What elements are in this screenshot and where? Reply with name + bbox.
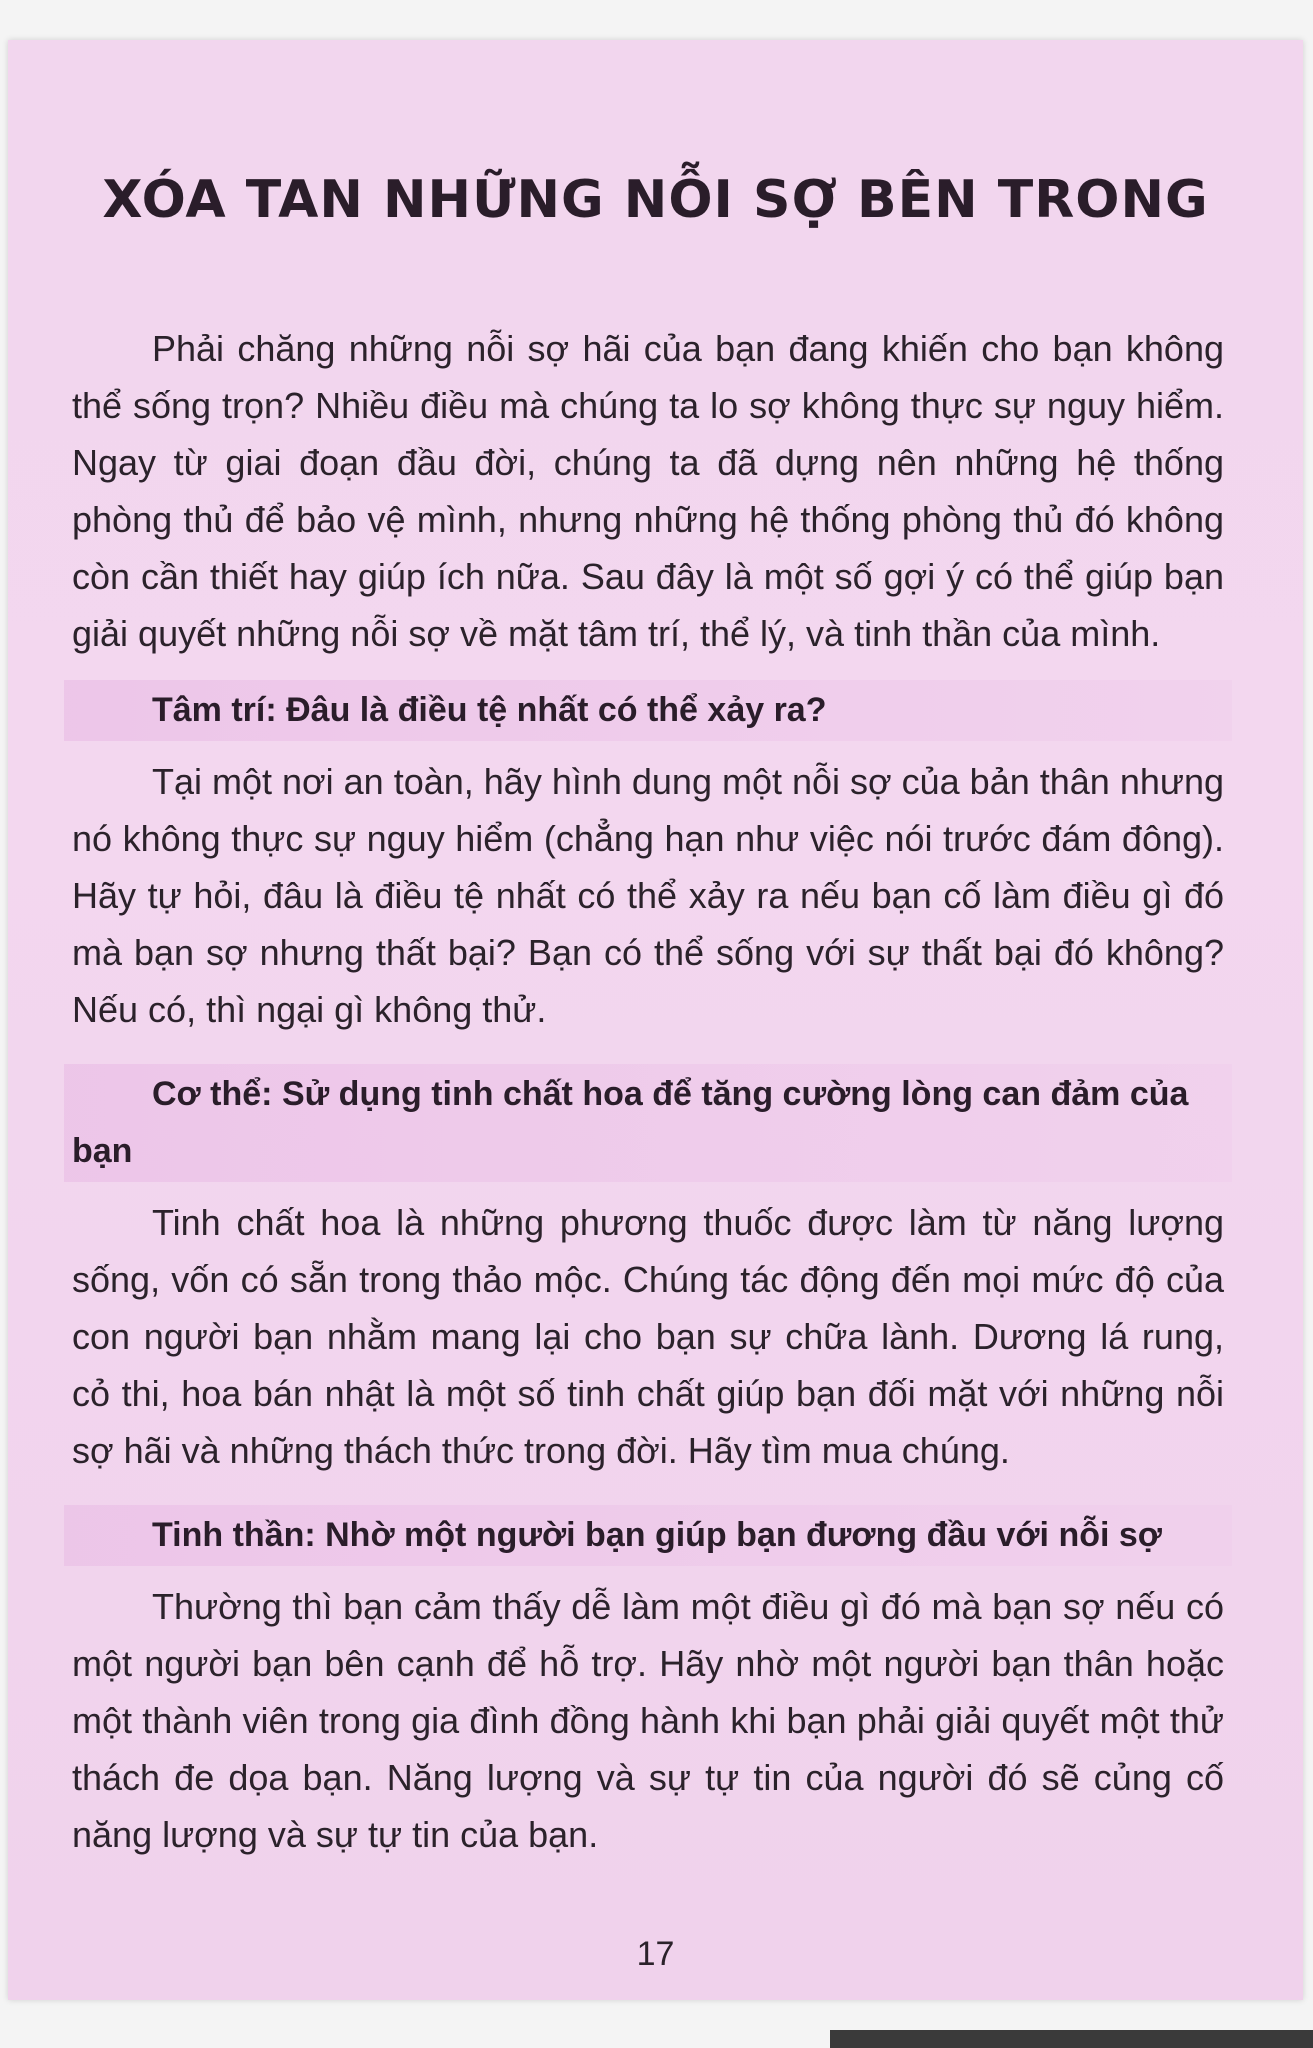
section-heading-mind: Tâm trí: Đâu là điều tệ nhất có thể xảy ra? <box>64 680 1232 741</box>
intro-paragraph: Phải chăng những nỗi sợ hãi của bạn đang khiến cho bạn không thể sống trọn? Nhiều điều mà chúng ta lo sợ không thực sự nguy hiểm. Ngay từ giai đoạn đầu đời, chúng ta đã dựng nên những hệ thống phòng thủ để bảo vệ mình, nhưng những hệ thống phòng thủ đó không còn cần thiết hay giúp ích nữa. Sau đây là một số gợi ý có thể giúp bạn giải quyết những nỗi sợ về mặt tâm trí, thể lý, và tinh thần của mình. <box>72 328 1224 654</box>
page-content <box>72 320 1224 1863</box>
page-number: 17 <box>636 1935 675 1973</box>
section-heading-body: Cơ thể: Sử dụng tinh chất hoa để tăng cường lòng can đảm của bạn <box>64 1064 1232 1182</box>
section-body-body: Tinh chất hoa là những phương thuốc được làm từ năng lượng sống, vốn có sẵn trong thảo mộc. Chúng tác động đến mọi mức độ của con người bạn nhằm mang lại cho bạn sự chữa lành. Dương lá rung, cỏ thi, hoa bán nhật là một số tinh chất giúp bạn đối mặt với những nỗi sợ hãi và những thách thức trong đời. Hãy tìm mua chúng. <box>72 1202 1224 1471</box>
section-body-spirit: Thường thì bạn cảm thấy dễ làm một điều gì đó mà bạn sợ nếu có một người bạn bên cạnh để hỗ trợ. Hãy nhờ một người bạn thân hoặc một thành viên trong gia đình đồng hành khi bạn phải giải quyết một thử thách đe dọa bạn. Năng lượng và sự tự tin của người đó sẽ củng cố năng lượng và sự tự tin của bạn. <box>72 1586 1224 1855</box>
section-body-mind: Tại một nơi an toàn, hãy hình dung một nỗi sợ của bản thân nhưng nó không thực sự nguy hiểm (chẳng hạn như việc nói trước đám đông). Hãy tự hỏi, đâu là điều tệ nhất có thể xảy ra nếu bạn cố làm điều gì đó mà bạn sợ nhưng thất bại? Bạn có thể sống với sự thất bại đó không? Nếu có, thì ngại gì không thử. <box>72 761 1225 1030</box>
page-title: XÓA TAN NHỮNG NỖI SỢ BÊN TRONG <box>102 170 1209 230</box>
section-heading-spirit: Tinh thần: Nhờ một người bạn giúp bạn đương đầu với nỗi sợ <box>64 1505 1232 1566</box>
scan-edge-shadow <box>830 2030 1313 2048</box>
book-page <box>8 40 1303 2000</box>
